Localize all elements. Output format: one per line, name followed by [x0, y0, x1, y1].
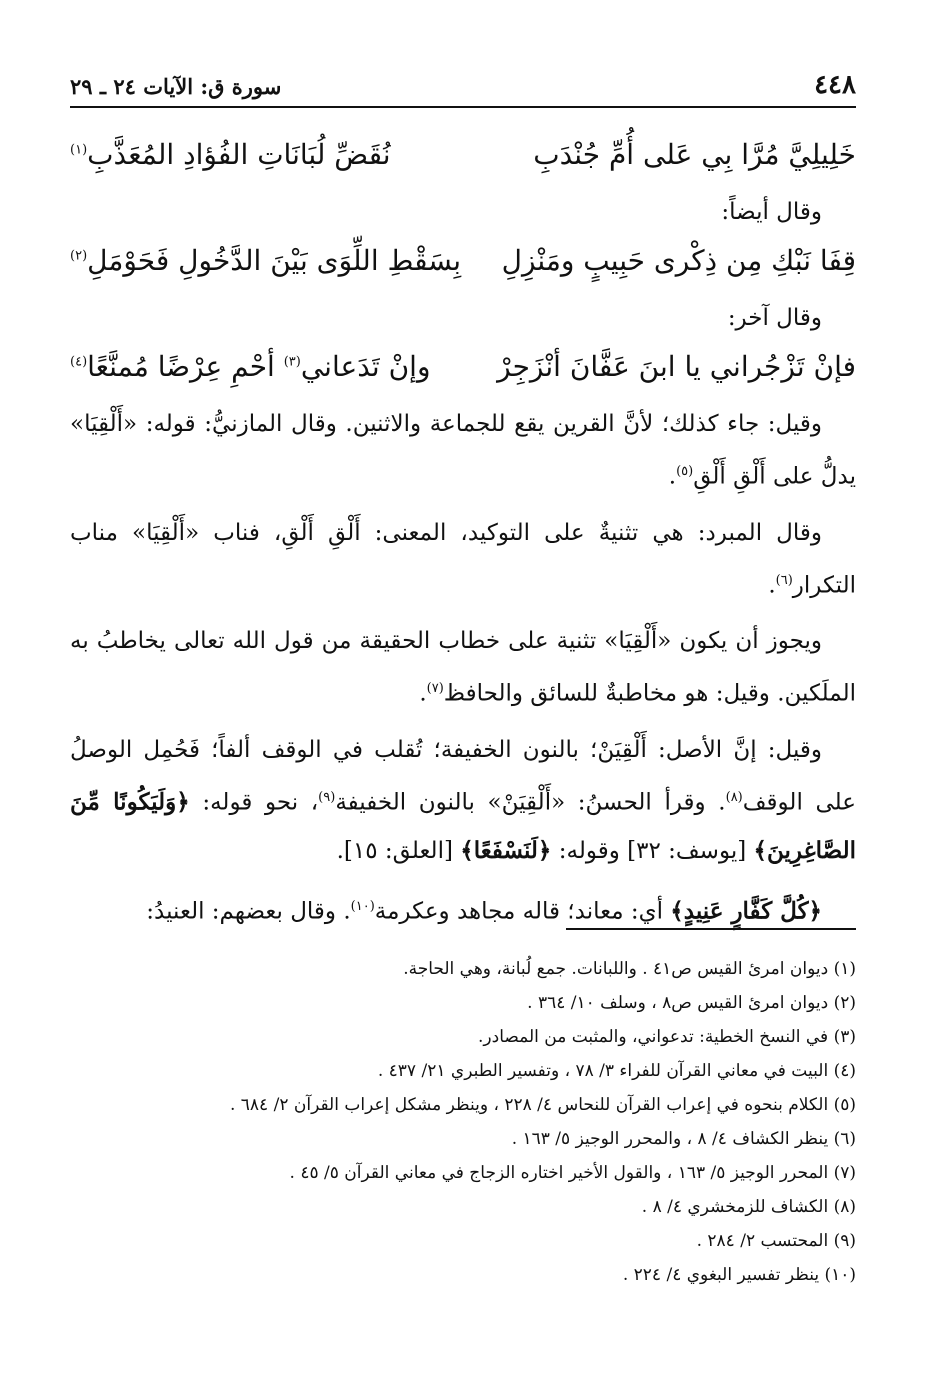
- text-run: . وقال بعضهم: العنيدُ:: [146, 898, 351, 925]
- footnote: (٢) ديوان امرئ القيس ص٨ ، وسلف ١٠/ ٣٦٤ .: [527, 993, 856, 1013]
- quran-quote: ﴿كُلَّ كَفَّارٍ عَنِيدٍ﴾: [670, 897, 822, 925]
- footnote-marker: (٤): [70, 354, 88, 370]
- footnote-marker: (٥): [676, 464, 694, 479]
- hemistich-text: أحْمِ عِرْضًا مُمنَّعًا: [87, 350, 284, 383]
- poetry-block: [70, 130, 856, 400]
- footnote: (٧) المحرر الوجيز ٥/ ١٦٣ ، والقول الأخير اختاره الزجاج في معاني القرآن ٥/ ٤٥ .: [289, 1163, 856, 1183]
- paragraph: [70, 617, 856, 718]
- footnote-marker: (٣): [283, 354, 301, 370]
- quran-quote: ﴿وَلَيَكُونًا مِّنَ الصَّاغِرِينَ﴾: [70, 788, 856, 864]
- footnote: (٩) المحتسب ٢/ ٢٨٤ .: [696, 1231, 856, 1251]
- footnote: (٣) في النسخ الخطية: تدعواني، والمثبت من المصادر.: [478, 1027, 856, 1047]
- footnote: (٥) الكلام بنحوه في إعراب القرآن للنحاس ٤/ ٢٢٨ ، وينظر مشكل إعراب القرآن ٢/ ٦٨٤ .: [229, 1095, 856, 1115]
- footnote-marker: (٢): [70, 248, 88, 264]
- text-run: وقيل: إنَّ الأصل: أَلْقِيَنْ؛ بالنون الخفيفة؛ تُقلب في الوقف ألفاً؛ فَحُمِل الوصلُ على الوقف: [70, 736, 856, 816]
- verse-line: [70, 342, 856, 400]
- text-run: وقال المبرد: هي تثنيةٌ على التوكيد، المعنى: أَلْقِ أَلْقِ، فناب «أَلْقِيَا» مناب التكرار: [70, 519, 856, 599]
- first-hemistich: خَلِيلِيَّ مُرَّا بِي عَلى أُمِّ جُنْدَبِ: [533, 138, 856, 171]
- paragraph: [70, 509, 856, 610]
- footnote-marker: (٩): [318, 789, 336, 805]
- footnote-marker: (٨): [725, 789, 743, 805]
- prose-block: [70, 400, 856, 935]
- first-hemistich: قِفَا نَبْكِ مِن ذِكْرى حَبِيبٍ ومَنْزِلِ: [501, 244, 856, 277]
- footnote-marker: (١٠): [350, 898, 375, 914]
- footnote-separator: [566, 928, 856, 930]
- hemistich-text: وإنْ تَدَعاني: [300, 350, 431, 383]
- text-run: .: [668, 463, 677, 490]
- footnote: (٤) البيت في معاني القرآن للفراء ٣/ ٧٨ ، وتفسير الطبري ٢١/ ٤٣٧ .: [377, 1061, 856, 1081]
- page-number: ٤٤٨: [814, 70, 856, 100]
- paragraph: [70, 726, 856, 875]
- footnote-marker: (٧): [426, 681, 444, 697]
- second-hemistich: [70, 350, 430, 383]
- text-run: ، نحو قوله:: [189, 789, 319, 816]
- verse-intro: وقال أيضاً:: [721, 199, 822, 225]
- footnote: (٦) ينظر الكشاف ٤/ ٨ ، والمحرر الوجيز ٥/ ١٦٣ .: [511, 1129, 856, 1149]
- second-hemistich: [70, 244, 461, 277]
- quran-quote: ﴿لَنَسْفَعًا﴾: [460, 836, 552, 864]
- text-run: وقيل: جاء كذلك؛ لأنَّ القرين يقع للجماعة والاثنين. وقال المازنيُّ: قوله: «أَلْقِيَا» يدلُّ على أَلْقِ أَلْقِ: [70, 411, 856, 490]
- verse-line: [70, 236, 856, 294]
- text-run: [يوسف: ٣٢] وقوله:: [551, 837, 754, 864]
- text-run: .: [768, 572, 776, 599]
- footnote: (١٠) ينظر تفسير البغوي ٤/ ٢٢٤ .: [622, 1265, 856, 1285]
- footnote-marker: (٦): [775, 572, 793, 588]
- page-header: [70, 66, 856, 108]
- running-title: سورة ق: الآيات ٢٤ ـ ٢٩: [70, 74, 282, 99]
- second-hemistich: [70, 138, 391, 171]
- first-hemistich: فإنْ تَزْجُراني يا ابنَ عَفَّانَ أنْزَجِرْ: [497, 350, 856, 383]
- text-run: ويجوز أن يكون «أَلْقِيَا» تثنية على خطاب الحقيقة من قول الله تعالى يخاطبُ به الملَكين. وقيل: هو مخاطبةٌ للسائق والحافظ: [70, 628, 856, 707]
- verse-intro: وقال آخر:: [727, 305, 822, 331]
- footnote-marker: (١): [70, 142, 88, 158]
- footnote: (٨) الكشاف للزمخشري ٤/ ٨ .: [641, 1197, 856, 1217]
- verse-line: [70, 130, 856, 188]
- hemistich-text: بِسَقْطِ اللِّوَى بَيْنَ الدَّخُولِ فَحَوْمَلِ: [87, 244, 462, 277]
- main-text: [70, 130, 856, 943]
- footnote: (١) ديوان امرئ القيس ص٤١ . واللبانات. جمع لُبانة، وهي الحاجة.: [403, 959, 856, 979]
- footnotes: [70, 952, 856, 1292]
- hemistich-text: نُقَضِّ لُبَانَاتِ الفُؤادِ المُعَذَّبِ: [87, 138, 391, 171]
- text-run: [العلق: ١٥].: [336, 837, 461, 864]
- text-run: أي: معاند؛ قاله مجاهد وعكرمة: [374, 898, 671, 925]
- paragraph: [70, 400, 856, 501]
- text-run: . وقرأ الحسنُ: «أَلْقِيَنْ» بالنون الخفيفة: [335, 789, 726, 816]
- text-run: .: [419, 680, 427, 707]
